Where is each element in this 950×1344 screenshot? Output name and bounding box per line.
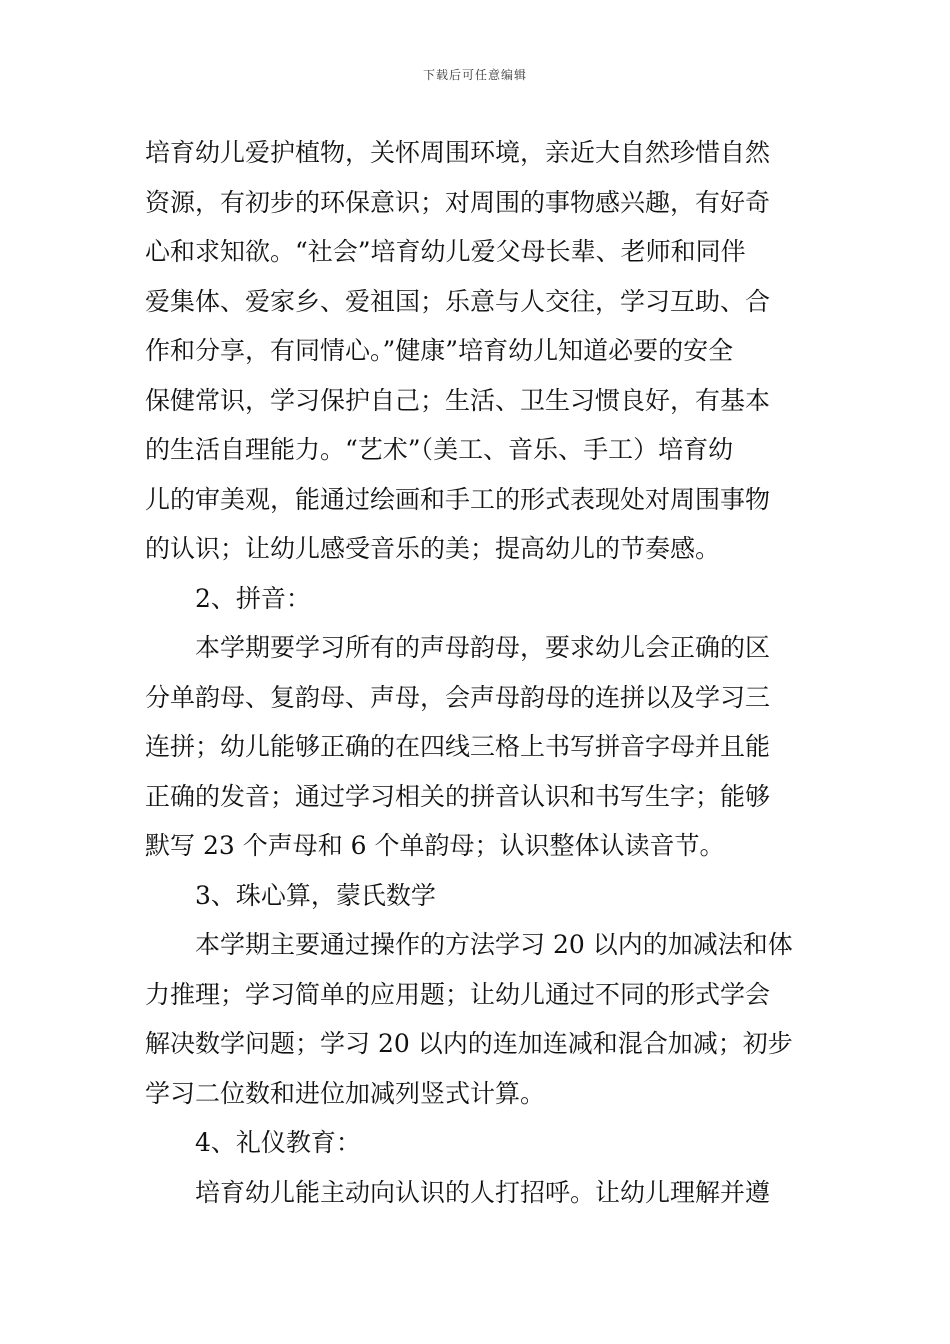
text-line: 本学期主要通过操作的方法学习 20 以内的加减法和体 xyxy=(195,930,793,959)
text-line: 儿的审美观，能通过绘画和手工的形式表现处对周围事物 xyxy=(145,484,771,514)
text-line: 心和求知欲。“社会”培育幼儿爱父母长辈、老师和同伴 xyxy=(145,237,746,266)
text-line: 3、珠心算，蒙氏数学 xyxy=(195,880,436,910)
text-line: 培育幼儿爱护植物，关怀周围环境，亲近大自然珍惜自然 xyxy=(145,138,771,167)
text-line: 4、礼仪教育： xyxy=(195,1128,361,1157)
text-line: 的认识；让幼儿感受音乐的美；提高幼儿的节奏感。 xyxy=(145,534,721,563)
text-line: 分单韵母、复韵母、声母，会声母韵母的连拼以及学习三 xyxy=(145,682,771,712)
text-line: 培育幼儿能主动向认识的人打招呼。让幼儿理解并遵 xyxy=(195,1177,771,1207)
text-line: 默写 23 个声母和 6 个单韵母；认识整体认读音节。 xyxy=(145,831,725,860)
page-header: 下载后可任意编辑 xyxy=(422,68,527,82)
text-line: 正确的发音；通过学习相关的拼音认识和书写生字；能够 xyxy=(145,781,771,811)
text-line: 的生活自理能力。“艺术”（美工、音乐、手工）培育幼 xyxy=(145,435,734,464)
text-line: 保健常识，学习保护自己；生活、卫生习惯良好，有基本 xyxy=(145,385,771,415)
text-line: 作和分享，有同情心。”健康”培育幼儿知道必要的安全 xyxy=(145,336,734,365)
text-line: 2、拼音： xyxy=(195,583,311,613)
text-line: 连拼；幼儿能够正确的在四线三格上书写拼音字母并且能 xyxy=(145,732,771,761)
text-line: 本学期要学习所有的声母韵母，要求幼儿会正确的区 xyxy=(195,633,771,662)
document-body xyxy=(145,128,811,1217)
text-line: 学习二位数和进位加减列竖式计算。 xyxy=(145,1078,546,1108)
text-line: 解决数学问题；学习 20 以内的连加连减和混合加减；初步 xyxy=(145,1029,793,1058)
text-line: 力推理；学习简单的应用题；让幼儿通过不同的形式学会 xyxy=(145,979,771,1009)
text-line: 爱集体、爱家乡、爱祖国；乐意与人交往，学习互助、合 xyxy=(145,286,771,316)
text-line: 资源，有初步的环保意识；对周围的事物感兴趣，有好奇 xyxy=(145,187,771,217)
